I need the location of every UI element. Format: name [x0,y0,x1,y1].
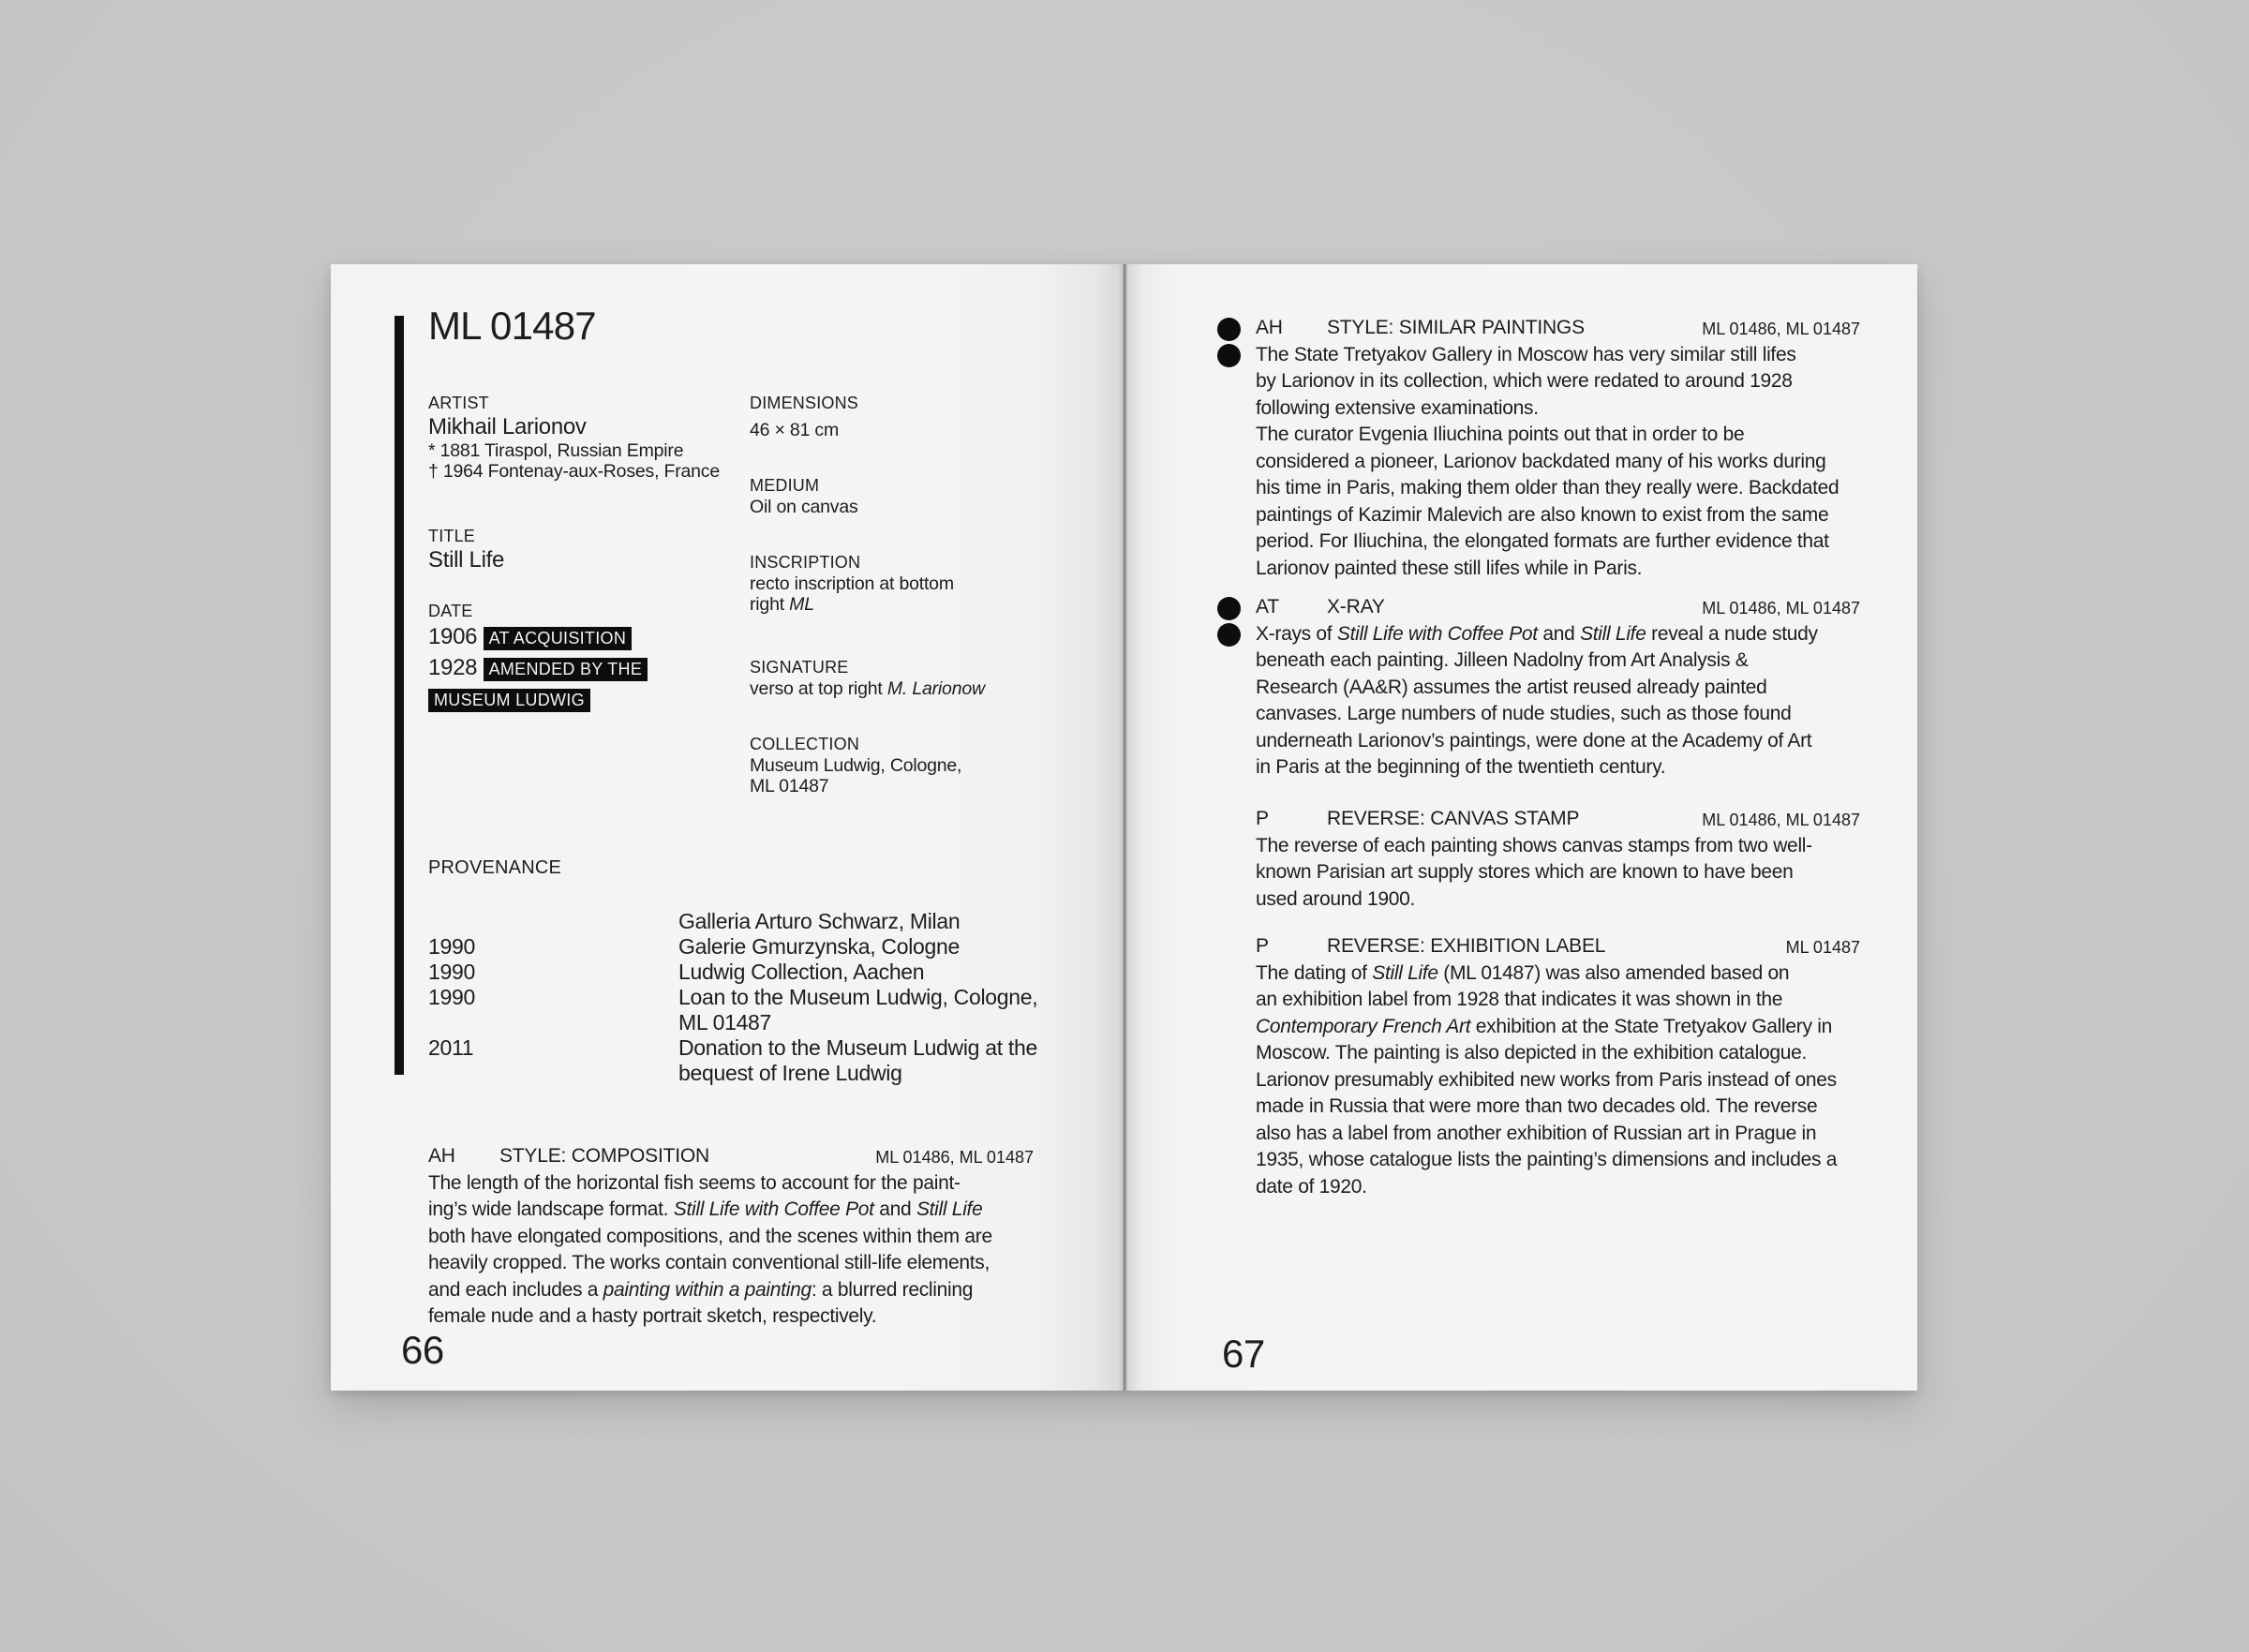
text-line: Moscow. The painting is also depicted in the exhibition catalogue. [1256,1042,1808,1064]
text-line: considered a pioneer, Larionov backdated many of his works during [1256,450,1826,472]
artist-block [428,392,720,482]
text-line: The reverse of each painting shows canvas stamps from two well- [1256,834,1812,856]
collection-label: COLLECTION [750,735,860,753]
provenance-row [428,934,1047,960]
text-line: Galleria Arturo Schwarz, Milan [678,909,961,933]
text-line: following extensive examinations. [1256,396,1539,419]
signature-block [750,656,985,699]
artist-label: ARTIST [428,394,489,412]
text-line: in Paris at the beginning of the twentieth century. [1256,756,1666,778]
provenance-table [428,909,1047,1086]
section-title: X-RAY [1327,596,1385,618]
section-body [1256,342,1860,583]
book-gutter [1123,264,1126,1391]
provenance-row [428,909,1047,934]
text-line: 1935, whose catalogue lists the painting’s dimensions and includes a [1256,1149,1838,1170]
section-style-composition [428,1143,1034,1331]
provenance-year: 1990 [428,985,475,1009]
text-line: recto inscription at bottom [750,573,954,594]
section-x-ray [1256,594,1860,781]
section-bullet-icon [1217,344,1241,367]
section-title: STYLE: SIMILAR PAINTINGS [1327,317,1585,338]
dimensions-block [750,392,858,440]
provenance-row [428,960,1047,985]
text-line: date of 1920. [1256,1175,1367,1198]
section-bullet-icon [1217,597,1241,620]
section-author-code: AT [1256,596,1279,618]
text-line: Museum Ludwig, Cologne, [750,755,962,776]
medium-value: Oil on canvas [750,497,858,517]
provenance-row [428,985,1047,1035]
text-line: Donation to the Museum Ludwig at the [678,1035,1037,1060]
inscription-block [750,551,954,615]
section-body [1256,621,1860,781]
text-line: The dating of Still Life (ML 01487) was also amended based on [1256,961,1790,984]
section-exhibition-label [1256,933,1860,1200]
section-author-code: AH [428,1145,455,1167]
text-line: Larionov presumably exhibited new works from Paris instead of ones [1256,1068,1837,1091]
medium-label: MEDIUM [750,476,820,495]
page-number-left: 66 [401,1328,444,1372]
text-line: and each includes a painting within a painting: a blurred reclining [428,1278,974,1301]
text-line: Larionov painted these still lifes while in Paris. [1256,557,1643,579]
catalog-rule [395,316,404,1075]
inscription-label: INSCRIPTION [750,553,861,572]
section-canvas-stamp [1256,806,1860,913]
collection-lines [750,755,961,796]
text-line: Loan to the Museum Ludwig, Cologne, [678,985,1038,1009]
right-page [1124,264,1917,1391]
text-line: Galerie Gmurzynska, Cologne [678,934,960,959]
section-heading [1256,594,1860,621]
text-line: The length of the horizontal fish seems to account for the paint- [428,1171,961,1194]
date-block [428,600,648,715]
text-line: X-rays of Still Life with Coffee Pot and Still Life reveal a nude study [1256,622,1818,645]
section-title: STYLE: COMPOSITION [499,1145,709,1167]
inscription-lines [750,573,954,615]
artist-born: * 1881 Tiraspol, Russian Empire [428,440,684,461]
date-label: DATE [428,602,473,620]
section-similar-paintings [1256,315,1860,582]
artist-died: † 1964 Fontenay-aux-Roses, France [428,461,720,482]
text-line: Ludwig Collection, Aachen [678,960,925,984]
section-refs: ML 01486, ML 01487 [875,1148,1034,1167]
section-heading [1256,315,1860,342]
text-line: made in Russia that were more than two decades old. The reverse [1256,1095,1818,1117]
section-body [1256,833,1860,914]
text-line: female nude and a hasty portrait sketch, respectively. [428,1305,877,1327]
text-line: right ML [750,594,814,615]
provenance-entry [678,985,1047,1035]
provenance-entry [678,960,1047,985]
provenance-year: 2011 [428,1035,474,1060]
title-block [428,525,504,573]
dimensions-label: DIMENSIONS [750,394,859,412]
section-title: REVERSE: CANVAS STAMP [1327,808,1580,829]
section-heading [1256,933,1860,960]
collection-block [750,733,961,796]
text-line: period. For Iliuchina, the elongated formats are further evidence that [1256,530,1829,552]
text-line: also has a label from another exhibition of Russian art in Prague in [1256,1122,1817,1144]
text-line: ing’s wide landscape format. Still Life with Coffee Pot and Still Life [428,1198,983,1220]
text-line: both have elongated compositions, and the scenes within them are [428,1225,992,1247]
text-line: ML 01487 [678,1010,772,1034]
text-line: The State Tretyakov Gallery in Moscow has very similar still lifes [1256,343,1796,365]
left-page [331,264,1124,1391]
provenance-label: PROVENANCE [428,857,562,878]
title-label: TITLE [428,527,476,545]
section-author-code: P [1256,808,1269,829]
artist-name: Mikhail Larionov [428,414,587,439]
text-line: MUSEUM LUDWIG [428,684,648,715]
section-refs: ML 01486, ML 01487 [1702,320,1860,338]
text-line: an exhibition label from 1928 that indicates it was shown in the [1256,989,1783,1010]
catalog-number: ML 01487 [428,304,596,348]
section-refs: ML 01487 [1785,938,1860,957]
section-body [1256,960,1860,1201]
medium-block [750,474,858,517]
provenance-year: 1990 [428,960,475,984]
text-line: Research (AA&R) assumes the artist reused already painted [1256,676,1767,698]
provenance-year: 1990 [428,934,475,959]
section-body [428,1170,1034,1331]
text-line: paintings of Kazimir Malevich are also known to exist from the same [1256,503,1829,526]
section-bullet-icon [1217,623,1241,647]
provenance-entry [678,909,1047,934]
section-bullet-icon [1217,318,1241,341]
title-value: Still Life [428,547,505,573]
text-line: underneath Larionov’s paintings, were done at the Academy of Art [1256,729,1812,752]
text-line: ML 01487 [750,776,829,796]
signature-lines [750,678,985,699]
text-line: Contemporary French Art exhibition at the State Tretyakov Gallery in [1256,1015,1832,1037]
text-line: canvases. Large numbers of nude studies, such as those found [1256,703,1792,724]
section-refs: ML 01486, ML 01487 [1702,599,1860,618]
text-line: verso at top right M. Larionow [750,678,985,699]
provenance-entry [678,934,1047,960]
provenance-entry [678,1035,1047,1086]
section-title: REVERSE: EXHIBITION LABEL [1327,935,1606,957]
provenance-row [428,1035,1047,1086]
text-line: beneath each painting. Jilleen Nadolny from Art Analysis & [1256,649,1749,671]
section-author-code: P [1256,935,1269,957]
text-line: 1906 AT ACQUISITION [428,622,648,653]
signature-label: SIGNATURE [750,658,849,677]
date-lines [428,622,648,715]
text-line: known Parisian art supply stores which are known to have been [1256,861,1794,883]
section-author-code: AH [1256,317,1283,338]
text-line: The curator Evgenia Iliuchina points out that in order to be [1256,424,1745,445]
text-line: by Larionov in its collection, which were redated to around 1928 [1256,370,1793,392]
section-refs: ML 01486, ML 01487 [1702,811,1860,829]
text-line: bequest of Irene Ludwig [678,1061,902,1085]
dimensions-value: 46 × 81 cm [750,420,840,440]
book-spread [331,264,1917,1391]
text-line: his time in Paris, making them older than they really were. Backdated [1256,477,1839,499]
page-number-right: 67 [1222,1332,1265,1376]
text-line: 1928 AMENDED BY THE [428,653,648,684]
section-heading [1256,806,1860,833]
text-line: heavily cropped. The works contain conventional still-life elements, [428,1252,990,1273]
section-heading [428,1143,1034,1170]
text-line: used around 1900. [1256,887,1416,910]
